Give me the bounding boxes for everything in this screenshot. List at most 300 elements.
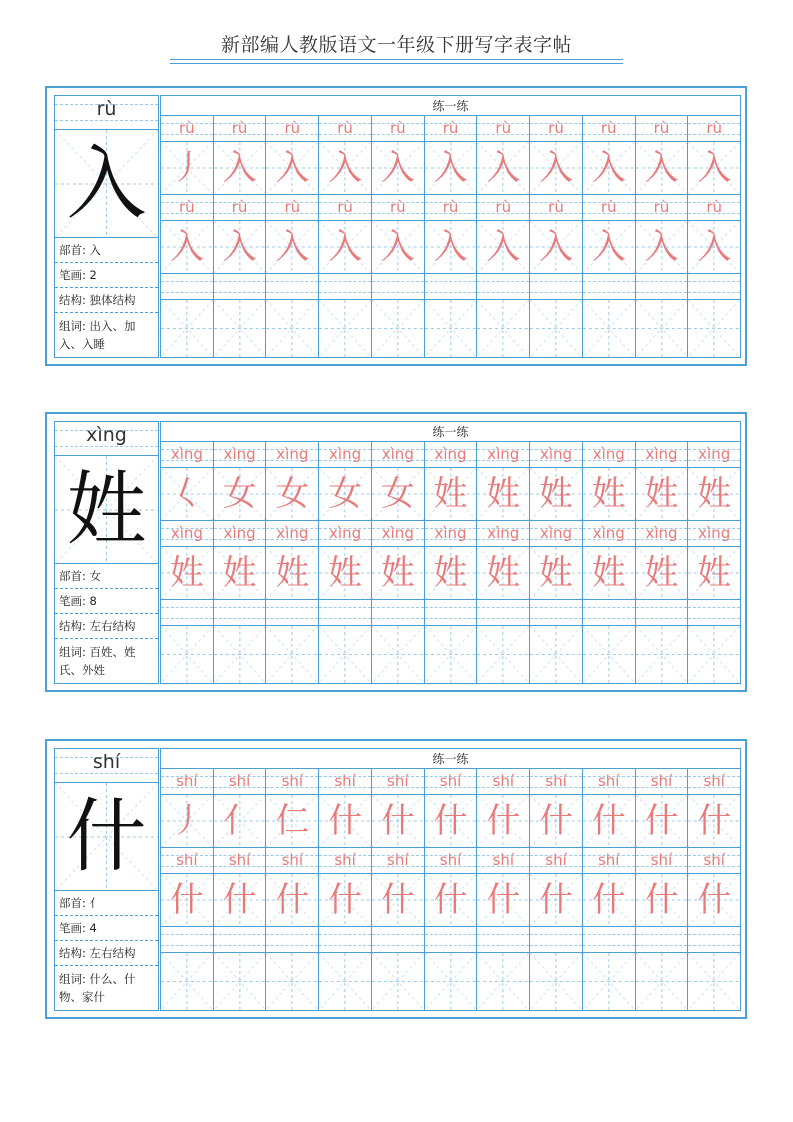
tracing-cell[interactable] (372, 468, 425, 520)
blank-pinyin-row (161, 274, 740, 300)
pinyin-trace: rù (442, 198, 459, 216)
tracing-cell[interactable] (425, 142, 478, 194)
pinyin-trace: xìng (276, 445, 309, 463)
tracing-cell[interactable] (161, 547, 214, 599)
stroke-trace: 姓 (433, 553, 468, 593)
blank-pinyin-cell[interactable] (530, 600, 583, 625)
blank-writing-cell[interactable] (161, 300, 214, 357)
blank-pinyin-cell[interactable] (372, 600, 425, 625)
pinyin-trace: rù (548, 198, 564, 216)
practice-header: 练一练 (161, 749, 740, 769)
main-character-box (55, 456, 158, 564)
blank-writing-cell[interactable] (214, 626, 267, 683)
blank-pinyin-cell[interactable] (477, 927, 530, 952)
pinyin-trace: xìng (698, 524, 731, 542)
main-character-box (55, 783, 158, 891)
practice-grid (160, 421, 741, 684)
tracing-cell[interactable] (530, 547, 583, 599)
pinyin-trace: rù (706, 198, 723, 216)
tracing-cell[interactable] (583, 468, 636, 520)
pinyin-trace: xìng (592, 524, 625, 542)
blank-character-row (161, 300, 740, 357)
tracing-cell[interactable] (161, 221, 214, 273)
stroke-trace: 入 (539, 227, 573, 267)
tracing-cell[interactable] (372, 221, 425, 273)
pinyin-trace: shí (439, 772, 462, 790)
blank-pinyin-cell[interactable] (425, 274, 478, 299)
tracing-cell[interactable] (425, 874, 478, 926)
pinyin-trace: shí (597, 772, 620, 790)
pinyin-cell (372, 848, 425, 873)
blank-writing-cell[interactable] (214, 300, 267, 357)
blank-writing-cell[interactable] (214, 953, 267, 1010)
pinyin-trace: shí (545, 772, 567, 790)
pinyin-trace: xìng (170, 445, 203, 463)
pinyin-trace: shí (545, 851, 567, 869)
tracing-cell[interactable] (372, 142, 425, 194)
stroke-trace: 姓 (222, 553, 257, 593)
practice-header: 练一练 (161, 96, 740, 116)
blank-writing-cell[interactable] (688, 953, 740, 1010)
blank-writing-cell[interactable] (477, 300, 530, 357)
title-rule-bottom (170, 63, 623, 64)
pinyin-trace: rù (284, 119, 301, 137)
tracing-cell[interactable] (319, 874, 372, 926)
stroke-trace: 入 (591, 227, 626, 267)
stroke-trace: 入 (222, 148, 257, 188)
pinyin-cell (214, 442, 267, 467)
stroke-trace: 女 (222, 474, 257, 514)
blank-writing-cell[interactable] (319, 626, 372, 683)
pinyin-cell (266, 769, 319, 794)
pinyin-trace: rù (284, 198, 301, 216)
blank-writing-cell[interactable] (266, 953, 319, 1010)
tracing-cell[interactable] (214, 221, 267, 273)
pinyin-trace: shí (281, 772, 304, 790)
tracing-cell[interactable] (636, 221, 689, 273)
tracing-cell[interactable] (425, 547, 478, 599)
blank-pinyin-cell[interactable] (636, 274, 689, 299)
pinyin-trace: xìng (487, 445, 520, 463)
pinyin-trace: rù (495, 119, 512, 137)
practice-grid (160, 95, 741, 358)
blank-pinyin-cell[interactable] (425, 927, 478, 952)
pinyin-cell (425, 195, 478, 220)
blank-pinyin-cell[interactable] (214, 927, 267, 952)
pinyin-cell (636, 442, 689, 467)
pinyin-cell (161, 442, 214, 467)
stroke-trace: 入 (328, 227, 363, 267)
tracing-cell[interactable] (319, 547, 372, 599)
pinyin-cell (266, 848, 319, 873)
tracing-cell[interactable] (636, 142, 689, 194)
pinyin-trace: rù (653, 119, 670, 137)
blank-writing-cell[interactable] (266, 300, 319, 357)
tracing-cell[interactable] (688, 142, 740, 194)
main-pinyin: rù (96, 98, 117, 120)
blank-writing-cell[interactable] (583, 626, 636, 683)
blank-writing-cell[interactable] (688, 300, 740, 357)
pinyin-trace: shí (597, 851, 620, 869)
pinyin-trace: shí (387, 851, 409, 869)
pinyin-trace: shí (387, 772, 409, 790)
pinyin-trace: rù (495, 198, 512, 216)
pinyin-trace: xìng (645, 445, 678, 463)
tracing-cell[interactable] (530, 468, 583, 520)
tracing-cell[interactable] (372, 874, 425, 926)
blank-character-row (161, 953, 740, 1010)
tracing-cell[interactable] (425, 795, 478, 847)
blank-writing-cell[interactable] (636, 626, 689, 683)
pinyin-cell (319, 848, 372, 873)
blank-pinyin-cell[interactable] (688, 274, 740, 299)
blank-writing-cell[interactable] (372, 953, 425, 1010)
pinyin-row (161, 848, 740, 874)
blank-pinyin-row (161, 600, 740, 626)
pinyin-trace: xìng (487, 524, 520, 542)
pinyin-cell (477, 195, 530, 220)
stroke-trace: 入 (169, 227, 204, 267)
stroke-trace: 入 (644, 148, 679, 188)
tracing-cell[interactable] (214, 547, 267, 599)
blank-writing-cell[interactable] (266, 626, 319, 683)
pinyin-cell (636, 848, 689, 873)
structure-label: 结构: 左右结构 (55, 941, 158, 966)
stroke-trace: 什 (644, 801, 679, 841)
tracing-cell[interactable] (319, 468, 372, 520)
pinyin-trace: shí (334, 772, 356, 790)
tracing-cell[interactable] (636, 468, 689, 520)
blank-writing-cell[interactable] (161, 953, 214, 1010)
pinyin-cell (214, 769, 267, 794)
blank-pinyin-cell[interactable] (161, 600, 214, 625)
blank-writing-cell[interactable] (319, 953, 372, 1010)
tracing-cell[interactable] (636, 874, 689, 926)
pinyin-cell (636, 521, 689, 546)
stroke-trace: 什 (328, 801, 363, 841)
pinyin-trace: xìng (434, 524, 467, 542)
tracing-cell[interactable] (636, 795, 689, 847)
pinyin-cell (319, 769, 372, 794)
blank-writing-cell[interactable] (425, 300, 478, 357)
stroke-trace: 什 (486, 801, 521, 841)
stroke-trace: 姓 (539, 553, 573, 593)
tracing-cell[interactable] (477, 874, 530, 926)
tracing-cell[interactable] (688, 468, 740, 520)
pinyin-cell (319, 521, 372, 546)
stroke-trace: 入 (644, 227, 679, 267)
pinyin-cell (530, 848, 583, 873)
main-pinyin-box (55, 749, 158, 783)
tracing-cell[interactable] (214, 142, 267, 194)
pinyin-trace: shí (228, 851, 251, 869)
blank-pinyin-cell[interactable] (372, 274, 425, 299)
blank-pinyin-cell[interactable] (319, 600, 372, 625)
blank-pinyin-cell[interactable] (214, 274, 267, 299)
blank-pinyin-cell[interactable] (636, 927, 689, 952)
tracing-cell[interactable] (319, 142, 372, 194)
blank-writing-cell[interactable] (583, 300, 636, 357)
tracing-cell[interactable] (477, 221, 530, 273)
pinyin-trace: xìng (329, 445, 362, 463)
tracing-cell[interactable] (530, 874, 583, 926)
tracing-cell[interactable] (530, 142, 583, 194)
blank-pinyin-cell[interactable] (372, 927, 425, 952)
blank-pinyin-cell[interactable] (583, 927, 636, 952)
blank-writing-cell[interactable] (161, 626, 214, 683)
blank-writing-cell[interactable] (583, 953, 636, 1010)
pinyin-cell (161, 769, 214, 794)
blank-writing-cell[interactable] (425, 626, 478, 683)
blank-pinyin-cell[interactable] (583, 274, 636, 299)
practice-grid (160, 748, 741, 1011)
blank-writing-cell[interactable] (688, 626, 740, 683)
stroke-trace: 什 (697, 880, 732, 920)
stroke-trace: 什 (539, 880, 573, 920)
tracing-cell[interactable] (266, 221, 319, 273)
tracing-cell[interactable] (636, 547, 689, 599)
pinyin-trace: rù (600, 119, 617, 137)
tracing-cell[interactable] (583, 874, 636, 926)
word-examples: 组词: 百姓、姓氏、外姓 (59, 645, 136, 677)
stroke-trace: 入 (697, 148, 732, 188)
blank-character-row (161, 626, 740, 683)
pinyin-trace: shí (650, 851, 673, 869)
blank-writing-cell[interactable] (372, 626, 425, 683)
character-card (45, 739, 747, 1019)
tracing-cell[interactable] (583, 547, 636, 599)
pinyin-trace: xìng (170, 524, 203, 542)
pinyin-trace: rù (389, 119, 406, 137)
stroke-trace: 什 (275, 880, 310, 920)
stroke-trace: 入 (380, 148, 415, 188)
pinyin-trace: xìng (434, 445, 467, 463)
tracing-cell[interactable] (530, 795, 583, 847)
stroke-trace: 入 (222, 227, 257, 267)
stroke-trace: 什 (380, 880, 415, 920)
blank-writing-cell[interactable] (425, 953, 478, 1010)
blank-pinyin-cell[interactable] (214, 600, 267, 625)
tracing-cell[interactable] (214, 795, 267, 847)
blank-pinyin-cell[interactable] (477, 274, 530, 299)
blank-pinyin-cell[interactable] (530, 927, 583, 952)
blank-writing-cell[interactable] (477, 626, 530, 683)
main-character-box (55, 130, 158, 238)
tracing-cell[interactable] (477, 547, 530, 599)
pinyin-trace: rù (231, 198, 248, 216)
blank-pinyin-cell[interactable] (530, 274, 583, 299)
stroke-trace: 什 (697, 801, 732, 841)
tracing-cell[interactable] (214, 874, 267, 926)
stroke-trace: 女 (328, 474, 363, 514)
tracing-cell[interactable] (266, 547, 319, 599)
blank-pinyin-cell[interactable] (266, 927, 319, 952)
pinyin-cell (477, 521, 530, 546)
main-pinyin: xìng (86, 424, 127, 446)
blank-pinyin-row (161, 927, 740, 953)
pinyin-trace: shí (228, 772, 251, 790)
stroke-trace: 姓 (486, 553, 521, 593)
pinyin-cell (530, 442, 583, 467)
pinyin-trace: xìng (276, 524, 309, 542)
stroke-count-label: 笔画: 8 (55, 589, 158, 614)
page-title: 新部编人教版语文一年级下册写字表字帖 (220, 34, 572, 56)
character-info-panel (54, 748, 159, 1011)
blank-pinyin-cell[interactable] (319, 927, 372, 952)
stroke-trace: 丿 (169, 801, 204, 841)
blank-pinyin-cell[interactable] (425, 600, 478, 625)
pinyin-cell (636, 195, 689, 220)
tracing-cell[interactable] (477, 142, 530, 194)
stroke-trace: 入 (591, 148, 626, 188)
pinyin-cell (636, 769, 689, 794)
character-row (161, 142, 740, 195)
pinyin-cell (583, 848, 636, 873)
stroke-trace: 仁 (275, 801, 310, 841)
tracing-cell[interactable] (161, 874, 214, 926)
blank-pinyin-cell[interactable] (266, 274, 319, 299)
stroke-trace: 入 (539, 148, 573, 188)
character-card (45, 412, 747, 692)
tracing-cell[interactable] (530, 221, 583, 273)
tracing-cell[interactable] (372, 795, 425, 847)
pinyin-cell (214, 848, 267, 873)
tracing-cell[interactable] (688, 221, 740, 273)
pinyin-trace: rù (337, 198, 353, 216)
pinyin-cell (214, 116, 267, 141)
stroke-trace: 入 (486, 148, 521, 188)
stroke-trace: 入 (433, 227, 468, 267)
tracing-cell[interactable] (161, 468, 214, 520)
stroke-trace: 入 (697, 227, 732, 267)
pinyin-cell (583, 195, 636, 220)
stroke-trace: 入 (486, 227, 521, 267)
blank-writing-cell[interactable] (530, 953, 583, 1010)
stroke-trace: 姓 (433, 474, 468, 514)
stroke-trace: 姓 (539, 474, 573, 514)
main-character: 什 (66, 790, 147, 883)
stroke-trace: 姓 (697, 553, 732, 593)
pinyin-trace: rù (337, 119, 353, 137)
blank-writing-cell[interactable] (477, 953, 530, 1010)
tracing-cell[interactable] (583, 795, 636, 847)
pinyin-trace: rù (389, 198, 406, 216)
pinyin-cell (214, 521, 267, 546)
tracing-cell[interactable] (266, 874, 319, 926)
blank-writing-cell[interactable] (530, 300, 583, 357)
pinyin-cell (372, 521, 425, 546)
structure-label: 结构: 左右结构 (55, 614, 158, 639)
pinyin-cell (688, 769, 740, 794)
stroke-trace: 姓 (169, 553, 204, 593)
main-pinyin-box (55, 422, 158, 456)
tracing-cell[interactable] (161, 142, 214, 194)
stroke-trace: 什 (539, 801, 573, 841)
pinyin-trace: xìng (539, 524, 573, 542)
tracing-cell[interactable] (425, 221, 478, 273)
pinyin-trace: shí (703, 772, 725, 790)
pinyin-cell (530, 195, 583, 220)
tracing-cell[interactable] (214, 468, 267, 520)
tracing-cell[interactable] (425, 468, 478, 520)
tracing-cell[interactable] (266, 468, 319, 520)
stroke-trace: 姓 (697, 474, 732, 514)
pinyin-cell (161, 116, 214, 141)
blank-pinyin-cell[interactable] (161, 927, 214, 952)
blank-writing-cell[interactable] (636, 300, 689, 357)
stroke-trace: 什 (328, 880, 363, 920)
tracing-cell[interactable] (688, 547, 740, 599)
pinyin-row (161, 195, 740, 221)
pinyin-trace: xìng (223, 524, 256, 542)
main-pinyin: shí (92, 751, 121, 773)
pinyin-trace: rù (653, 198, 670, 216)
pinyin-trace: xìng (592, 445, 625, 463)
tracing-cell[interactable] (477, 468, 530, 520)
blank-pinyin-cell[interactable] (636, 600, 689, 625)
word-examples: 组词: 出入、加入、入睡 (59, 319, 136, 351)
blank-writing-cell[interactable] (372, 300, 425, 357)
pinyin-cell (161, 195, 214, 220)
blank-writing-cell[interactable] (530, 626, 583, 683)
blank-writing-cell[interactable] (319, 300, 372, 357)
blank-writing-cell[interactable] (636, 953, 689, 1010)
blank-pinyin-cell[interactable] (319, 274, 372, 299)
blank-pinyin-cell[interactable] (161, 274, 214, 299)
tracing-cell[interactable] (319, 795, 372, 847)
stroke-trace: 什 (591, 880, 626, 920)
stroke-trace: 姓 (644, 553, 679, 593)
character-row (161, 468, 740, 521)
pinyin-trace: rù (179, 119, 195, 137)
pinyin-cell (688, 521, 740, 546)
blank-pinyin-cell[interactable] (477, 600, 530, 625)
tracing-cell[interactable] (266, 142, 319, 194)
pinyin-cell (583, 521, 636, 546)
pinyin-row (161, 521, 740, 547)
tracing-cell[interactable] (583, 221, 636, 273)
pinyin-trace: xìng (698, 445, 731, 463)
blank-pinyin-cell[interactable] (688, 600, 740, 625)
stroke-trace: 入 (275, 148, 310, 188)
character-card (45, 86, 747, 366)
tracing-cell[interactable] (161, 795, 214, 847)
pinyin-row (161, 769, 740, 795)
tracing-cell[interactable] (688, 795, 740, 847)
main-character: 入 (66, 137, 147, 230)
blank-pinyin-cell[interactable] (688, 927, 740, 952)
tracing-cell[interactable] (266, 795, 319, 847)
pinyin-trace: rù (179, 198, 195, 216)
character-info-panel (54, 421, 159, 684)
pinyin-cell (688, 442, 740, 467)
tracing-cell[interactable] (583, 142, 636, 194)
blank-pinyin-cell[interactable] (266, 600, 319, 625)
tracing-cell[interactable] (688, 874, 740, 926)
pinyin-cell (214, 195, 267, 220)
pinyin-trace: shí (334, 851, 356, 869)
pinyin-trace: xìng (381, 445, 414, 463)
pinyin-trace: rù (231, 119, 248, 137)
pinyin-trace: xìng (329, 524, 362, 542)
tracing-cell[interactable] (372, 547, 425, 599)
tracing-cell[interactable] (477, 795, 530, 847)
stroke-trace: 什 (486, 880, 521, 920)
tracing-cell[interactable] (319, 221, 372, 273)
stroke-trace: 姓 (644, 474, 679, 514)
practice-header: 练一练 (161, 422, 740, 442)
blank-pinyin-cell[interactable] (583, 600, 636, 625)
